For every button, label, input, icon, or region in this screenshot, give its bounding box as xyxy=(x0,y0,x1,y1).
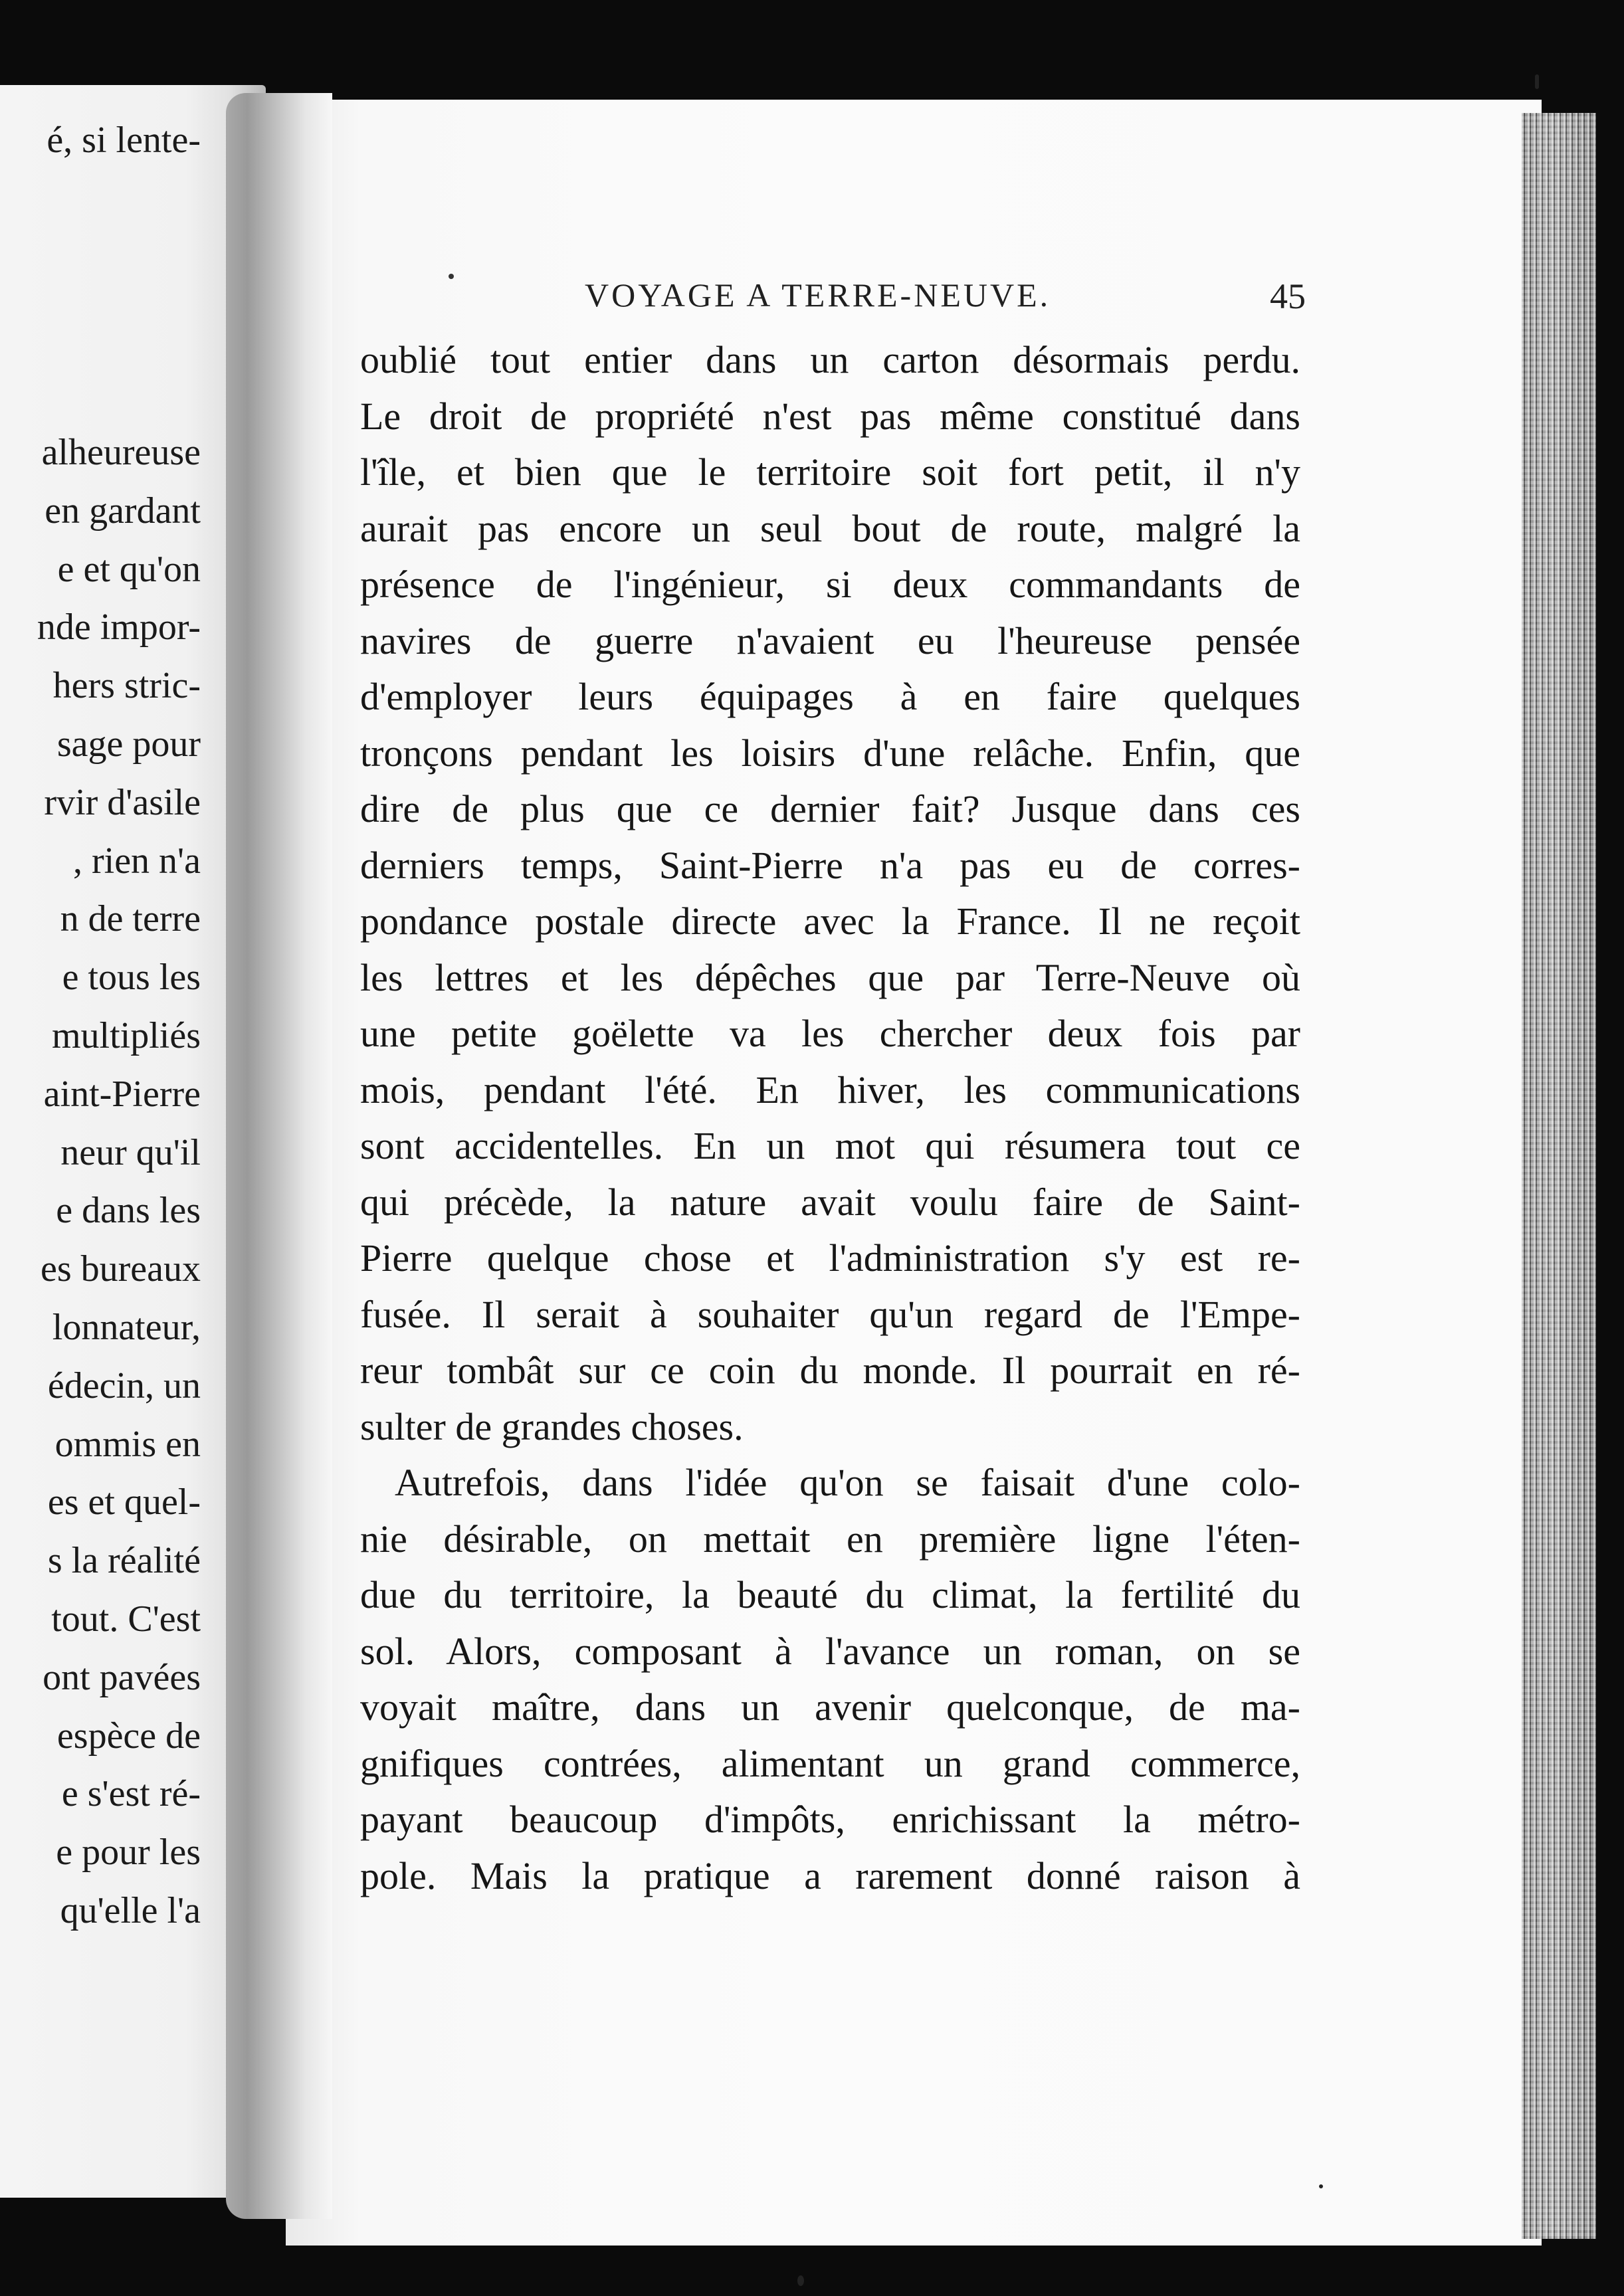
page-edges xyxy=(1522,113,1596,2239)
book-gutter-shadow xyxy=(226,93,332,2219)
left-line: e tous les xyxy=(62,957,201,999)
left-line: en gardant xyxy=(45,490,201,531)
text-line: voyait maître, dans un avenir quelconque, de ma- xyxy=(360,1685,1300,1729)
left-line: e pour les xyxy=(56,1832,201,1873)
text-line: dire de plus que ce dernier fait? Jusque dans ces xyxy=(360,787,1300,830)
text-line: une petite goëlette va les chercher deux fois par xyxy=(360,1012,1300,1055)
text-line: oublié tout entier dans un carton désormais perdu. xyxy=(360,338,1300,381)
text-line: mois, pendant l'été. En hiver, les communications xyxy=(360,1068,1300,1111)
running-head xyxy=(585,276,1306,322)
text-line: Pierre quelque chose et l'administration s'y est re- xyxy=(360,1236,1300,1280)
page-number: 45 xyxy=(1270,276,1306,316)
left-line: nde impor- xyxy=(37,607,201,648)
text-line: sulter de grandes choses. xyxy=(360,1404,744,1448)
ink-speck xyxy=(1319,2184,1323,2188)
text-line: fusée. Il serait à souhaiter qu'un regard de l'Empe- xyxy=(360,1292,1300,1336)
left-line: e et qu'on xyxy=(57,548,201,590)
text-line: d'employer leurs équipages à en faire quelques xyxy=(360,675,1300,718)
left-line: es bureaux xyxy=(40,1248,201,1290)
text-line: l'île, et bien que le territoire soit fort petit, il n'y xyxy=(360,450,1300,494)
body-text xyxy=(360,332,1300,1904)
left-line: , rien n'a xyxy=(72,840,201,882)
text-line: sol. Alors, composant à l'avance un roman, on se xyxy=(360,1629,1300,1673)
text-line: qui précède, la nature avait voulu faire de Saint- xyxy=(360,1180,1300,1224)
text-line: nie désirable, on mettait en première ligne l'éten- xyxy=(360,1517,1300,1561)
left-line: es et quel- xyxy=(47,1482,201,1523)
left-line: alheureuse xyxy=(41,432,201,473)
left-line: e dans les xyxy=(56,1190,201,1232)
text-line: tronçons pendant les loisirs d'une relâche. Enfin, que xyxy=(360,731,1300,775)
text-line: sont accidentelles. En un mot qui résumera tout ce xyxy=(360,1124,1300,1167)
ink-speck xyxy=(1535,74,1539,89)
left-line: s la réalité xyxy=(47,1540,201,1582)
left-line: espèce de xyxy=(56,1715,201,1757)
left-page-text xyxy=(0,120,201,1941)
left-line: neur qu'il xyxy=(60,1131,201,1173)
left-line: édecin, un xyxy=(47,1365,201,1406)
left-line: multipliés xyxy=(52,1014,201,1056)
text-line: pole. Mais la pratique a rarement donné raison à xyxy=(360,1854,1300,1897)
text-line: navires de guerre n'avaient eu l'heureuse pensée xyxy=(360,619,1300,662)
text-line: Autrefois, dans l'idée qu'on se faisait d'une colo- xyxy=(395,1461,1300,1504)
text-line: pondance postale directe avec la France. Il ne reçoit xyxy=(360,900,1300,943)
running-title: VOYAGE A TERRE-NEUVE. xyxy=(585,276,1051,314)
left-line: qu'elle l'a xyxy=(60,1889,201,1931)
left-line: é, si lente- xyxy=(47,120,201,161)
text-line: due du territoire, la beauté du climat, la fertilité du xyxy=(360,1573,1300,1616)
ink-speck xyxy=(449,274,454,279)
text-line: reur tombât sur ce coin du monde. Il pourrait en ré- xyxy=(360,1349,1300,1392)
text-line: gnifiques contrées, alimentant un grand commerce, xyxy=(360,1741,1300,1785)
left-line: ont pavées xyxy=(43,1656,201,1698)
left-line: rvir d'asile xyxy=(44,781,201,823)
left-line: hers stric- xyxy=(52,665,201,707)
left-line: n de terre xyxy=(60,898,201,940)
ink-speck xyxy=(797,2275,804,2286)
left-line: aint-Pierre xyxy=(43,1073,201,1115)
left-line: lonnateur, xyxy=(52,1306,201,1348)
text-line: derniers temps, Saint-Pierre n'a pas eu de corres- xyxy=(360,843,1300,887)
left-line: sage pour xyxy=(56,723,201,765)
text-line: Le droit de propriété n'est pas même constitué dans xyxy=(360,394,1300,438)
left-line: tout. C'est xyxy=(51,1598,201,1640)
left-line: e s'est ré- xyxy=(61,1773,201,1815)
left-line: ommis en xyxy=(54,1423,201,1465)
text-line: payant beaucoup d'impôts, enrichissant la métro- xyxy=(360,1798,1300,1841)
text-line: les lettres et les dépêches que par Terre-Neuve où xyxy=(360,955,1300,999)
text-line: présence de l'ingénieur, si deux commandants de xyxy=(360,563,1300,606)
text-line: aurait pas encore un seul bout de route, malgré la xyxy=(360,506,1300,550)
